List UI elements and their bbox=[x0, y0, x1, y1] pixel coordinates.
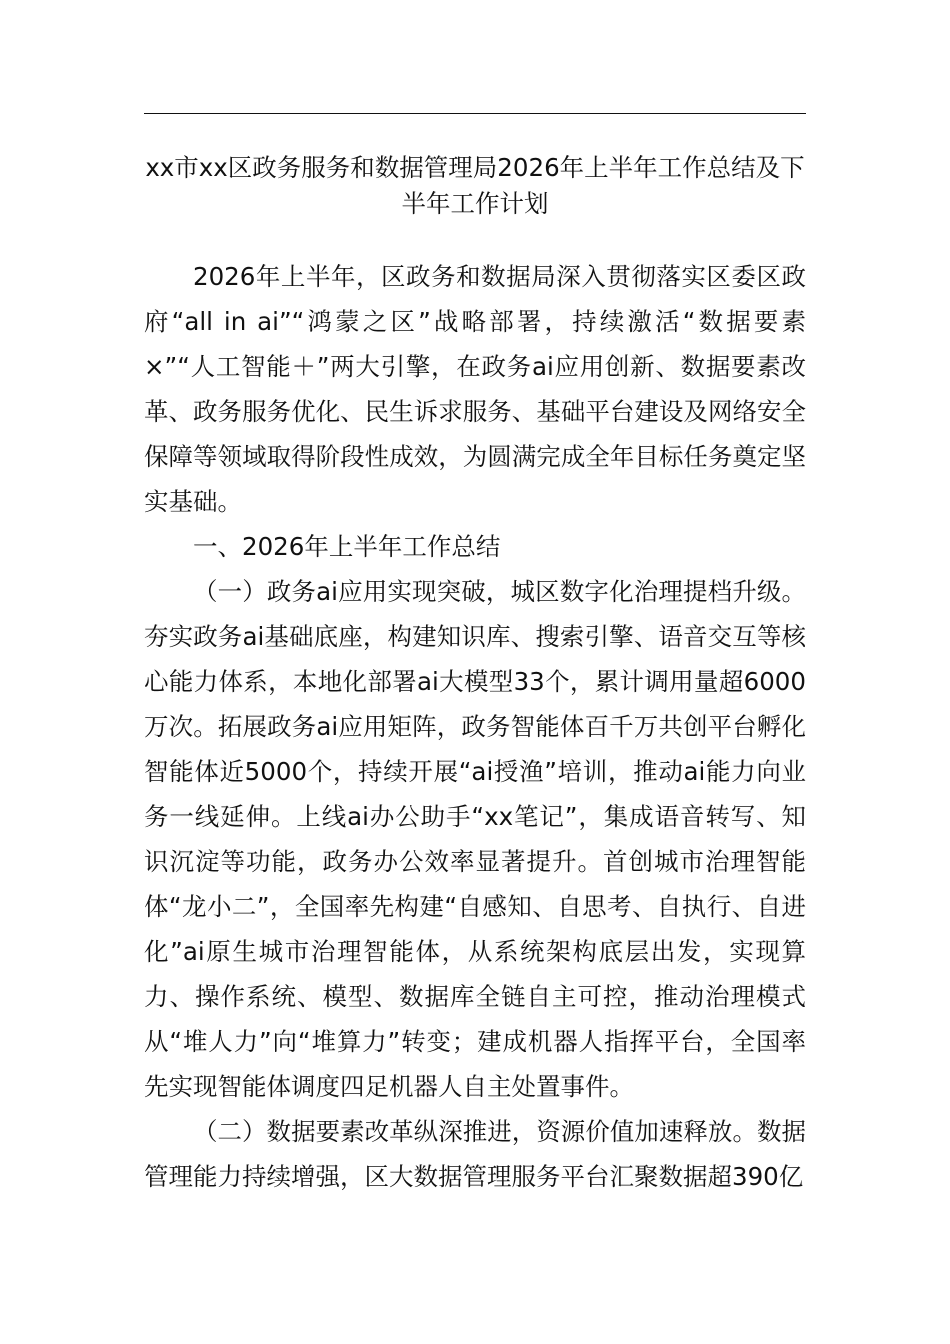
document-title: xx市xx区政务服务和数据管理局2026年上半年工作总结及下半年工作计划 bbox=[145, 153, 805, 218]
subsection-paragraph-2: （二）数据要素改革纵深推进，资源价值加速释放。数据管理能力持续增强，区大数据管理服务平台汇聚数据超390亿 bbox=[144, 1117, 806, 1191]
section-heading: 一、2026年上半年工作总结 bbox=[193, 532, 501, 561]
header-rule bbox=[144, 113, 806, 114]
subsection-paragraph-1: （一）政务ai应用实现突破，城区数字化治理提档升级。夯实政务ai基础底座，构建知识库、搜索引擎、语音交互等核心能力体系，本地化部署ai大模型33个，累计调用量超6000万次。拓展政务ai应用矩阵，政务智能体百千万共创平台孵化智能体近5000个，持续开展“ai授渔”培训，推动ai能力向业务一线延伸。上线ai办公助手“xx笔记”，集成语音转写、知识沉淀等功能，政务办公效率显著提升。首创城市治理智能体“龙小二”，全国率先构建“自感知、自思考、自执行、自进化”ai原生城市治理智能体，从系统架构底层出发，实现算力、操作系统、模型、数据库全链自主可控，推动治理模式从“堆人力”向“堆算力”转变；建成机器人指挥平台，全国率先实现智能体调度四足机器人自主处置事件。 bbox=[144, 577, 806, 1101]
intro-paragraph: 2026年上半年，区政务和数据局深入贯彻落实区委区政府“all in ai”“鸿蒙之区”战略部署，持续激活“数据要素×”“人工智能＋”两大引擎，在政务ai应用创新、数据要素改革、政务服务优化、民生诉求服务、基础平台建设及网络安全保障等领域取得阶段性成效，为圆满完成全年目标任务奠定坚实基础。 bbox=[144, 262, 806, 516]
document-body bbox=[144, 254, 806, 1199]
